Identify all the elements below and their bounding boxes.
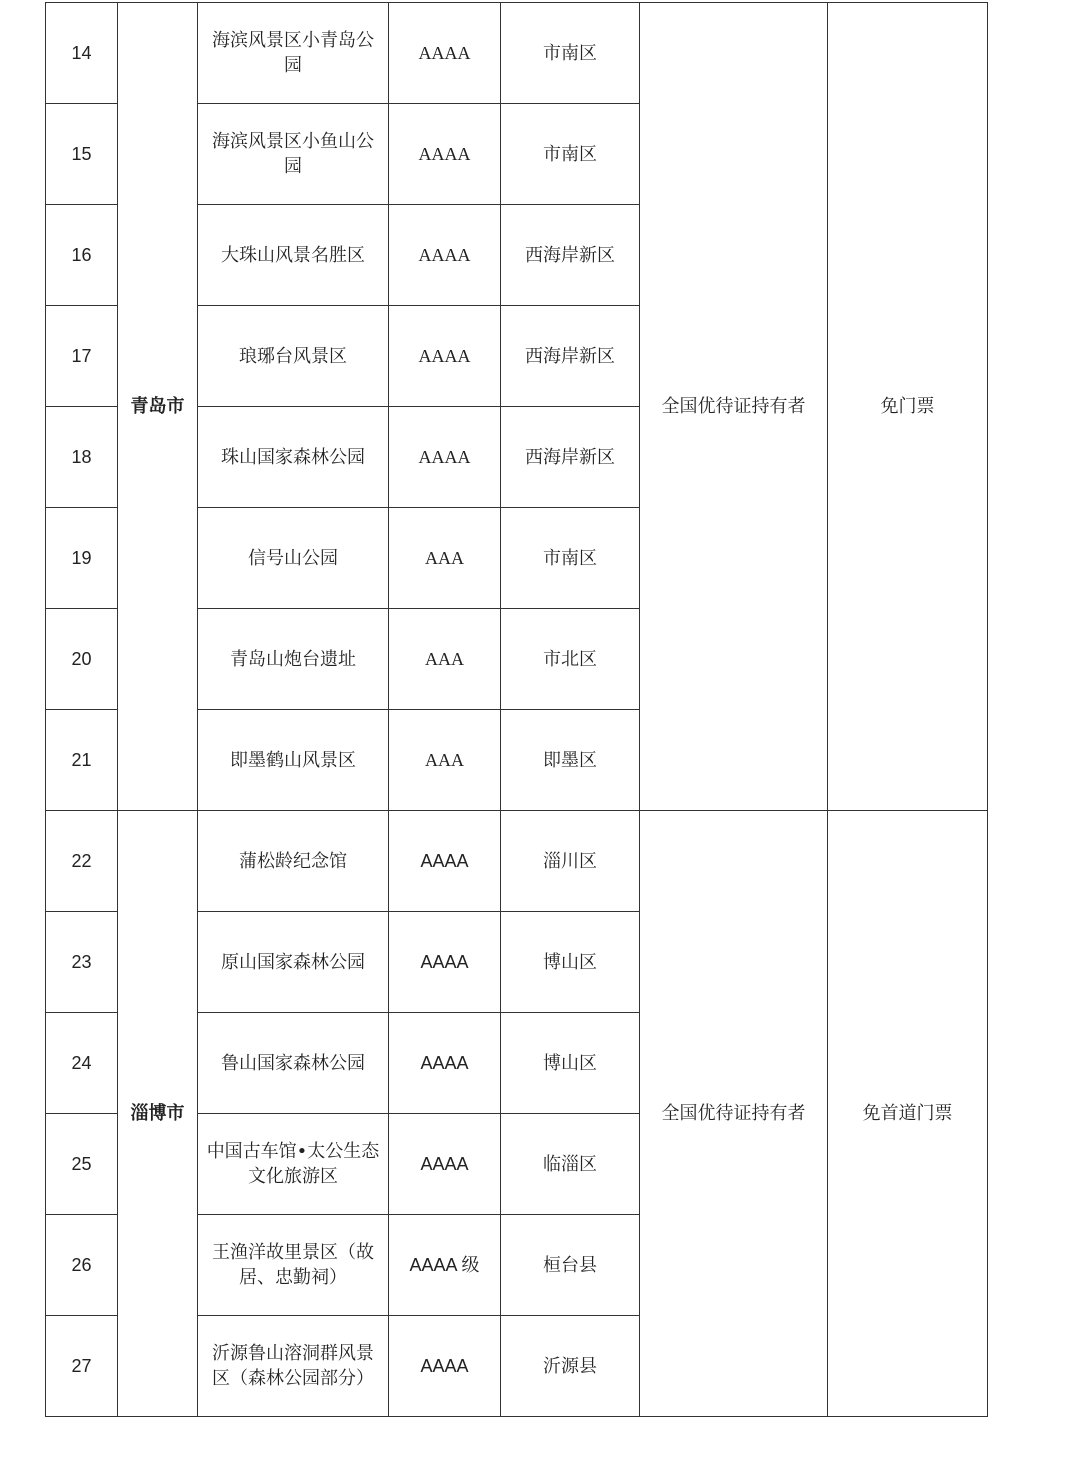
district: 临淄区 [501,1114,640,1215]
row-number: 14 [46,3,118,104]
scenic-name: 海滨风景区小青岛公园 [198,3,389,104]
row-number: 24 [46,1013,118,1114]
scenic-name: 即墨鹤山风景区 [198,710,389,811]
scenic-level: AAAA 级 [389,1215,501,1316]
district: 西海岸新区 [501,205,640,306]
district: 市南区 [501,104,640,205]
district: 市南区 [501,3,640,104]
scenic-level: AAAA [389,1013,501,1114]
table-row [46,811,988,912]
district: 博山区 [501,912,640,1013]
scenic-level: AAAA [389,912,501,1013]
row-number: 21 [46,710,118,811]
district: 桓台县 [501,1215,640,1316]
policy-cell: 免首道门票 [828,811,988,1417]
scenic-level: AAA [389,710,501,811]
scenic-level: AAAA [389,3,501,104]
scenic-level: AAAA [389,104,501,205]
audience-cell: 全国优待证持有者 [640,3,828,811]
scenic-level: AAAA [389,407,501,508]
row-number: 20 [46,609,118,710]
district: 市北区 [501,609,640,710]
scenic-name: 海滨风景区小鱼山公园 [198,104,389,205]
scenic-level: AAA [389,609,501,710]
scenic-name: 沂源鲁山溶洞群风景区（森林公园部分） [198,1316,389,1417]
scenic-name: 中国古车馆•太公生态文化旅游区 [198,1114,389,1215]
row-number: 26 [46,1215,118,1316]
scenic-name: 大珠山风景名胜区 [198,205,389,306]
scenic-name: 原山国家森林公园 [198,912,389,1013]
table-row [46,3,988,104]
row-number: 16 [46,205,118,306]
district: 即墨区 [501,710,640,811]
scenic-name: 王渔洋故里景区（故居、忠勤祠） [198,1215,389,1316]
scenic-level: AAAA [389,306,501,407]
scenic-name: 信号山公园 [198,508,389,609]
scenic-name: 鲁山国家森林公园 [198,1013,389,1114]
row-number: 18 [46,407,118,508]
scenic-name: 珠山国家森林公园 [198,407,389,508]
scenic-name: 琅琊台风景区 [198,306,389,407]
district: 市南区 [501,508,640,609]
district: 沂源县 [501,1316,640,1417]
city-cell: 青岛市 [118,3,198,811]
scenic-spots-table [45,2,988,1417]
row-number: 19 [46,508,118,609]
row-number: 27 [46,1316,118,1417]
scenic-level: AAAA [389,811,501,912]
city-cell: 淄博市 [118,811,198,1417]
row-number: 15 [46,104,118,205]
district: 西海岸新区 [501,306,640,407]
scenic-name: 青岛山炮台遗址 [198,609,389,710]
policy-cell: 免门票 [828,3,988,811]
row-number: 25 [46,1114,118,1215]
district: 淄川区 [501,811,640,912]
scenic-level: AAA [389,508,501,609]
district: 西海岸新区 [501,407,640,508]
row-number: 17 [46,306,118,407]
district: 博山区 [501,1013,640,1114]
row-number: 23 [46,912,118,1013]
row-number: 22 [46,811,118,912]
scenic-level: AAAA [389,1114,501,1215]
scenic-level: AAAA [389,1316,501,1417]
scenic-level: AAAA [389,205,501,306]
audience-cell: 全国优待证持有者 [640,811,828,1417]
scenic-name: 蒲松龄纪念馆 [198,811,389,912]
